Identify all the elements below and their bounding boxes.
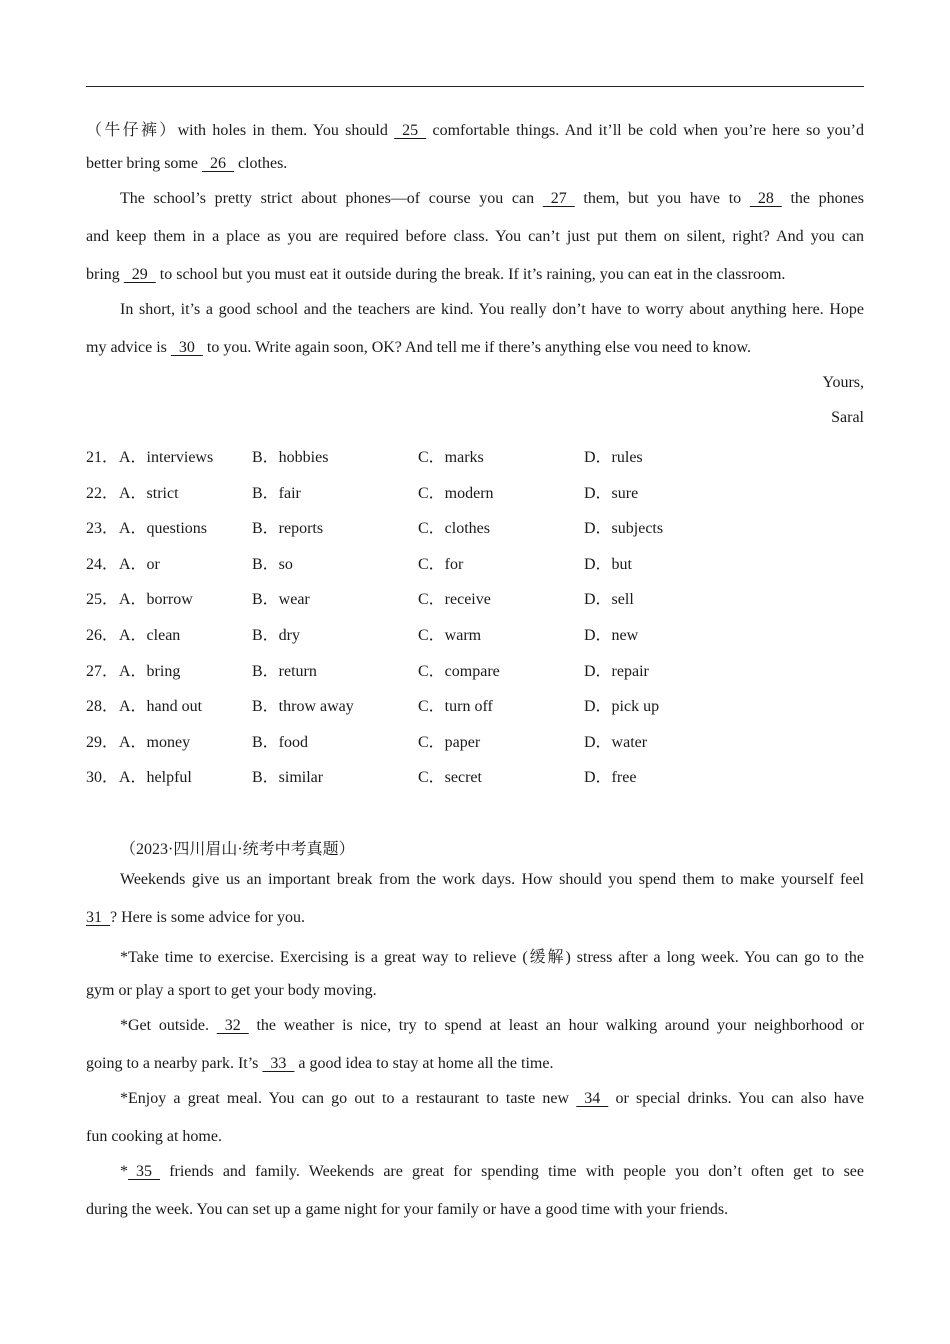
text: * [120,1163,128,1180]
option-d[interactable]: D．pick up [584,698,660,715]
option-c[interactable]: C．paper [418,734,481,751]
question-number: 26． [86,627,119,644]
option-a[interactable]: A．interviews [119,449,214,466]
passage1-line5 [86,266,864,284]
option-b[interactable]: B．return [252,663,317,680]
option-c[interactable]: C．warm [418,627,482,644]
option-d[interactable]: D．repair [584,663,649,680]
blank-28: 28 [749,190,782,207]
option-c[interactable]: C．turn off [418,698,493,715]
text: better bring some [86,155,202,172]
question-number: 25． [86,591,119,608]
question-number: 29． [86,734,119,751]
option-c[interactable]: C．compare [418,663,500,680]
option-d[interactable]: D．sure [584,485,639,502]
option-c[interactable]: C．modern [418,485,494,502]
option-d[interactable]: D．sell [584,591,634,608]
question-row-29 [86,729,864,751]
passage2-line2 [86,909,864,927]
option-d[interactable]: D．rules [584,449,643,466]
option-a[interactable]: A．borrow [119,591,193,608]
option-b[interactable]: B．wear [252,591,310,608]
blank-34: 34 [576,1090,609,1107]
question-row-25 [86,586,864,608]
option-c[interactable]: C．secret [418,769,482,786]
text: the phones [781,190,865,207]
text: *Enjoy a great meal. You can go out to a restaurant to taste new [120,1090,577,1107]
option-b[interactable]: B．dry [252,627,301,644]
option-b[interactable]: B．hobbies [252,449,329,466]
option-b[interactable]: B．fair [252,485,301,502]
option-b[interactable]: B．so [252,556,293,573]
question-row-21 [86,444,864,466]
text: ? Here is some advice for you. [110,909,306,926]
letter-signature: Saral [831,409,864,426]
option-d[interactable]: D．water [584,734,648,751]
option-d[interactable]: D．subjects [584,520,664,537]
blank-29: 29 [123,266,156,283]
option-a[interactable]: A．clean [119,627,181,644]
text: them, but you have to [574,190,750,207]
question-row-22 [86,480,864,502]
option-a[interactable]: A．questions [119,520,208,537]
blank-26: 26 [201,155,234,172]
text: to school but you must eat it outside during the break. If it’s raining, you can eat in the classroom. [155,266,786,283]
blank-35: 35 [128,1163,160,1180]
passage1-line2 [86,155,864,173]
text: the weather is nice, try to spend at least an hour walking around your neighborhood or [248,1017,864,1034]
header-rule [86,86,864,87]
option-a[interactable]: A．hand out [119,698,203,715]
blank-31: 31 [86,909,110,926]
option-b[interactable]: B．food [252,734,309,751]
question-row-27 [86,658,864,680]
option-c[interactable]: C．marks [418,449,484,466]
text: or special drinks. You can also have [608,1090,864,1107]
passage1-line3 [120,190,864,208]
passage2-line7 [120,1090,864,1108]
option-d[interactable]: D．new [584,627,639,644]
text: clothes. [233,155,288,172]
passage2-line5 [120,1017,864,1035]
option-c[interactable]: C．clothes [418,520,490,537]
question-number: 23． [86,520,119,537]
option-b[interactable]: B．throw away [252,698,354,715]
option-a[interactable]: A．bring [119,663,181,680]
passage2-line10: during the week. You can set up a game night for your family or have a good time with your friends. [86,1201,729,1218]
question-row-26 [86,622,864,644]
passage2-line4: gym or play a sport to get your body moving. [86,982,377,999]
question-row-28 [86,693,864,715]
question-number: 27． [86,663,119,680]
question-row-23 [86,515,864,537]
question-number: 22． [86,485,119,502]
passage1-line1 [86,117,864,140]
question-number: 28． [86,698,119,715]
option-b[interactable]: B．similar [252,769,324,786]
option-b[interactable]: B．reports [252,520,324,537]
option-d[interactable]: D．but [584,556,633,573]
option-a[interactable]: A．money [119,734,191,751]
option-c[interactable]: C．for [418,556,464,573]
question-number: 21． [86,449,119,466]
question-number: 30． [86,769,119,786]
passage1-line7 [86,339,864,357]
text: to you. Write again soon, OK? And tell me if there’s anything else vou need to know. [202,339,752,356]
text: comfortable things. And it’ll be cold when you’re here so you’d [426,122,864,139]
passage2-line8: fun cooking at home. [86,1128,222,1145]
blank-30: 30 [170,339,203,356]
passage2-line6 [86,1055,864,1073]
text: going to a nearby park. It’s [86,1055,263,1072]
passage2-line1: Weekends give us an important break from the work days. How should you spend them to make yourself feel [120,871,864,888]
passage1-line4: and keep them in a place as you are required before class. You can’t just put them on silent, right? And you can [86,228,864,245]
letter-closing: Yours, [822,374,864,391]
text: bring [86,266,124,283]
passage1-line6: In short, it’s a good school and the teachers are kind. You really don’t have to worry about anything here. Hope [120,301,864,318]
option-a[interactable]: A．or [119,556,160,573]
passage2-line9 [120,1163,864,1181]
source-label: （2023·四川眉山·统考中考真题） [120,841,355,858]
question-number: 24． [86,556,119,573]
text: The school’s pretty strict about phones—of course you can [120,190,543,207]
blank-32: 32 [216,1017,249,1034]
question-row-30 [86,764,864,786]
option-d[interactable]: D．free [584,769,637,786]
text: （牛仔裤）with holes in them. You should [86,122,395,139]
blank-27: 27 [542,190,575,207]
option-a[interactable]: A．helpful [119,769,192,786]
option-c[interactable]: C．receive [418,591,491,608]
question-row-24 [86,551,864,573]
blank-33: 33 [262,1055,295,1072]
text: my advice is [86,339,171,356]
text: *Get outside. [120,1017,217,1034]
option-a[interactable]: A．strict [119,485,179,502]
passage2-line3: *Take time to exercise. Exercising is a great way to relieve (缓解) stress after a long week. You can go to the [120,949,864,966]
text: a good idea to stay at home all the time. [294,1055,554,1072]
text: friends and family. Weekends are great for spending time with people you don’t often get to see [160,1163,864,1180]
blank-25: 25 [394,122,427,139]
